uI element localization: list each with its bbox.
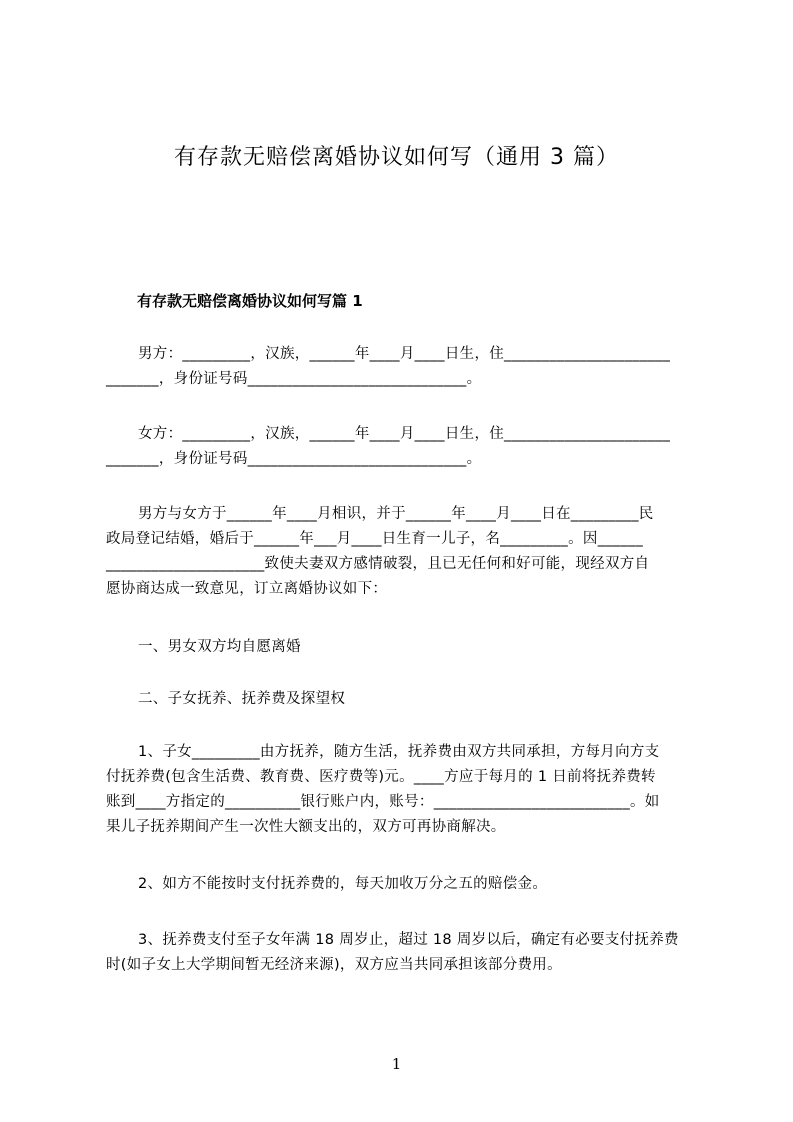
- item-2-paragraph: [106, 872, 706, 897]
- intro-paragraph: [106, 502, 706, 602]
- item-1-paragraph: [106, 740, 706, 840]
- item-3-line-2: 时(如子女上大学期间暂无经济来源)，双方应当共同承担该部分费用。: [106, 957, 562, 973]
- section-heading: 有存款无赔偿离婚协议如何写篇 1: [137, 292, 363, 310]
- female-party-line-1: 女方：_________，汉族，______年____月____日生，住______________________: [138, 426, 671, 442]
- clause-2-text: 二、子女抚养、抚养费及探望权: [138, 691, 346, 707]
- male-party-paragraph: [106, 342, 706, 392]
- intro-line-1: 男方与女方于______年____月相识，并于______年____月____日在_________民: [138, 506, 654, 522]
- document-title: 有存款无赔偿离婚协议如何写（通用 3 篇）: [174, 145, 619, 170]
- item-3-line-1: 3、抚养费支付至子女年满 18 周岁止，超过 18 周岁以后，确定有必要支付抚养费: [138, 932, 679, 948]
- female-party-line-2: _______，身份证号码_____________________________。: [106, 451, 482, 467]
- intro-line-3: _____________________致使夫妻双方感情破裂，且已无任何和好可能，现经双方自: [106, 556, 650, 572]
- female-party-paragraph: [106, 422, 706, 472]
- male-party-line-2: _______，身份证号码_____________________________。: [106, 371, 482, 387]
- intro-line-4: 愿协商达成一致意见，订立离婚协议如下：: [106, 581, 388, 597]
- clause-1-paragraph: [106, 635, 706, 660]
- item-1-line-3: 账到____方指定的__________银行账户内，账号：__________________________。如: [106, 794, 660, 810]
- male-party-line-1: 男方：_________，汉族，______年____月____日生，住______________________: [138, 346, 671, 362]
- clause-1-text: 一、男女双方均自愿离婚: [138, 639, 301, 655]
- item-2-text: 2、如方不能按时支付抚养费的，每天加收万分之五的赔偿金。: [138, 876, 548, 892]
- page-number: 1: [391, 1055, 402, 1073]
- clause-2-paragraph: [106, 687, 706, 712]
- item-1-line-1: 1、子女_________由方抚养，随方生活，抚养费由双方共同承担，方每月向方支: [138, 744, 660, 760]
- item-1-line-2: 付抚养费(包含生活费、教育费、医疗费等)元。____方应于每月的 1 日前将抚养费转: [106, 769, 656, 785]
- item-3-paragraph: [106, 928, 706, 978]
- intro-line-2: 政局登记结婚，婚后于______年___月____日生育一儿子，名_________。因______: [106, 531, 643, 547]
- item-1-line-4: 果儿子抚养期间产生一次性大额支出的，双方可再协商解决。: [106, 819, 506, 835]
